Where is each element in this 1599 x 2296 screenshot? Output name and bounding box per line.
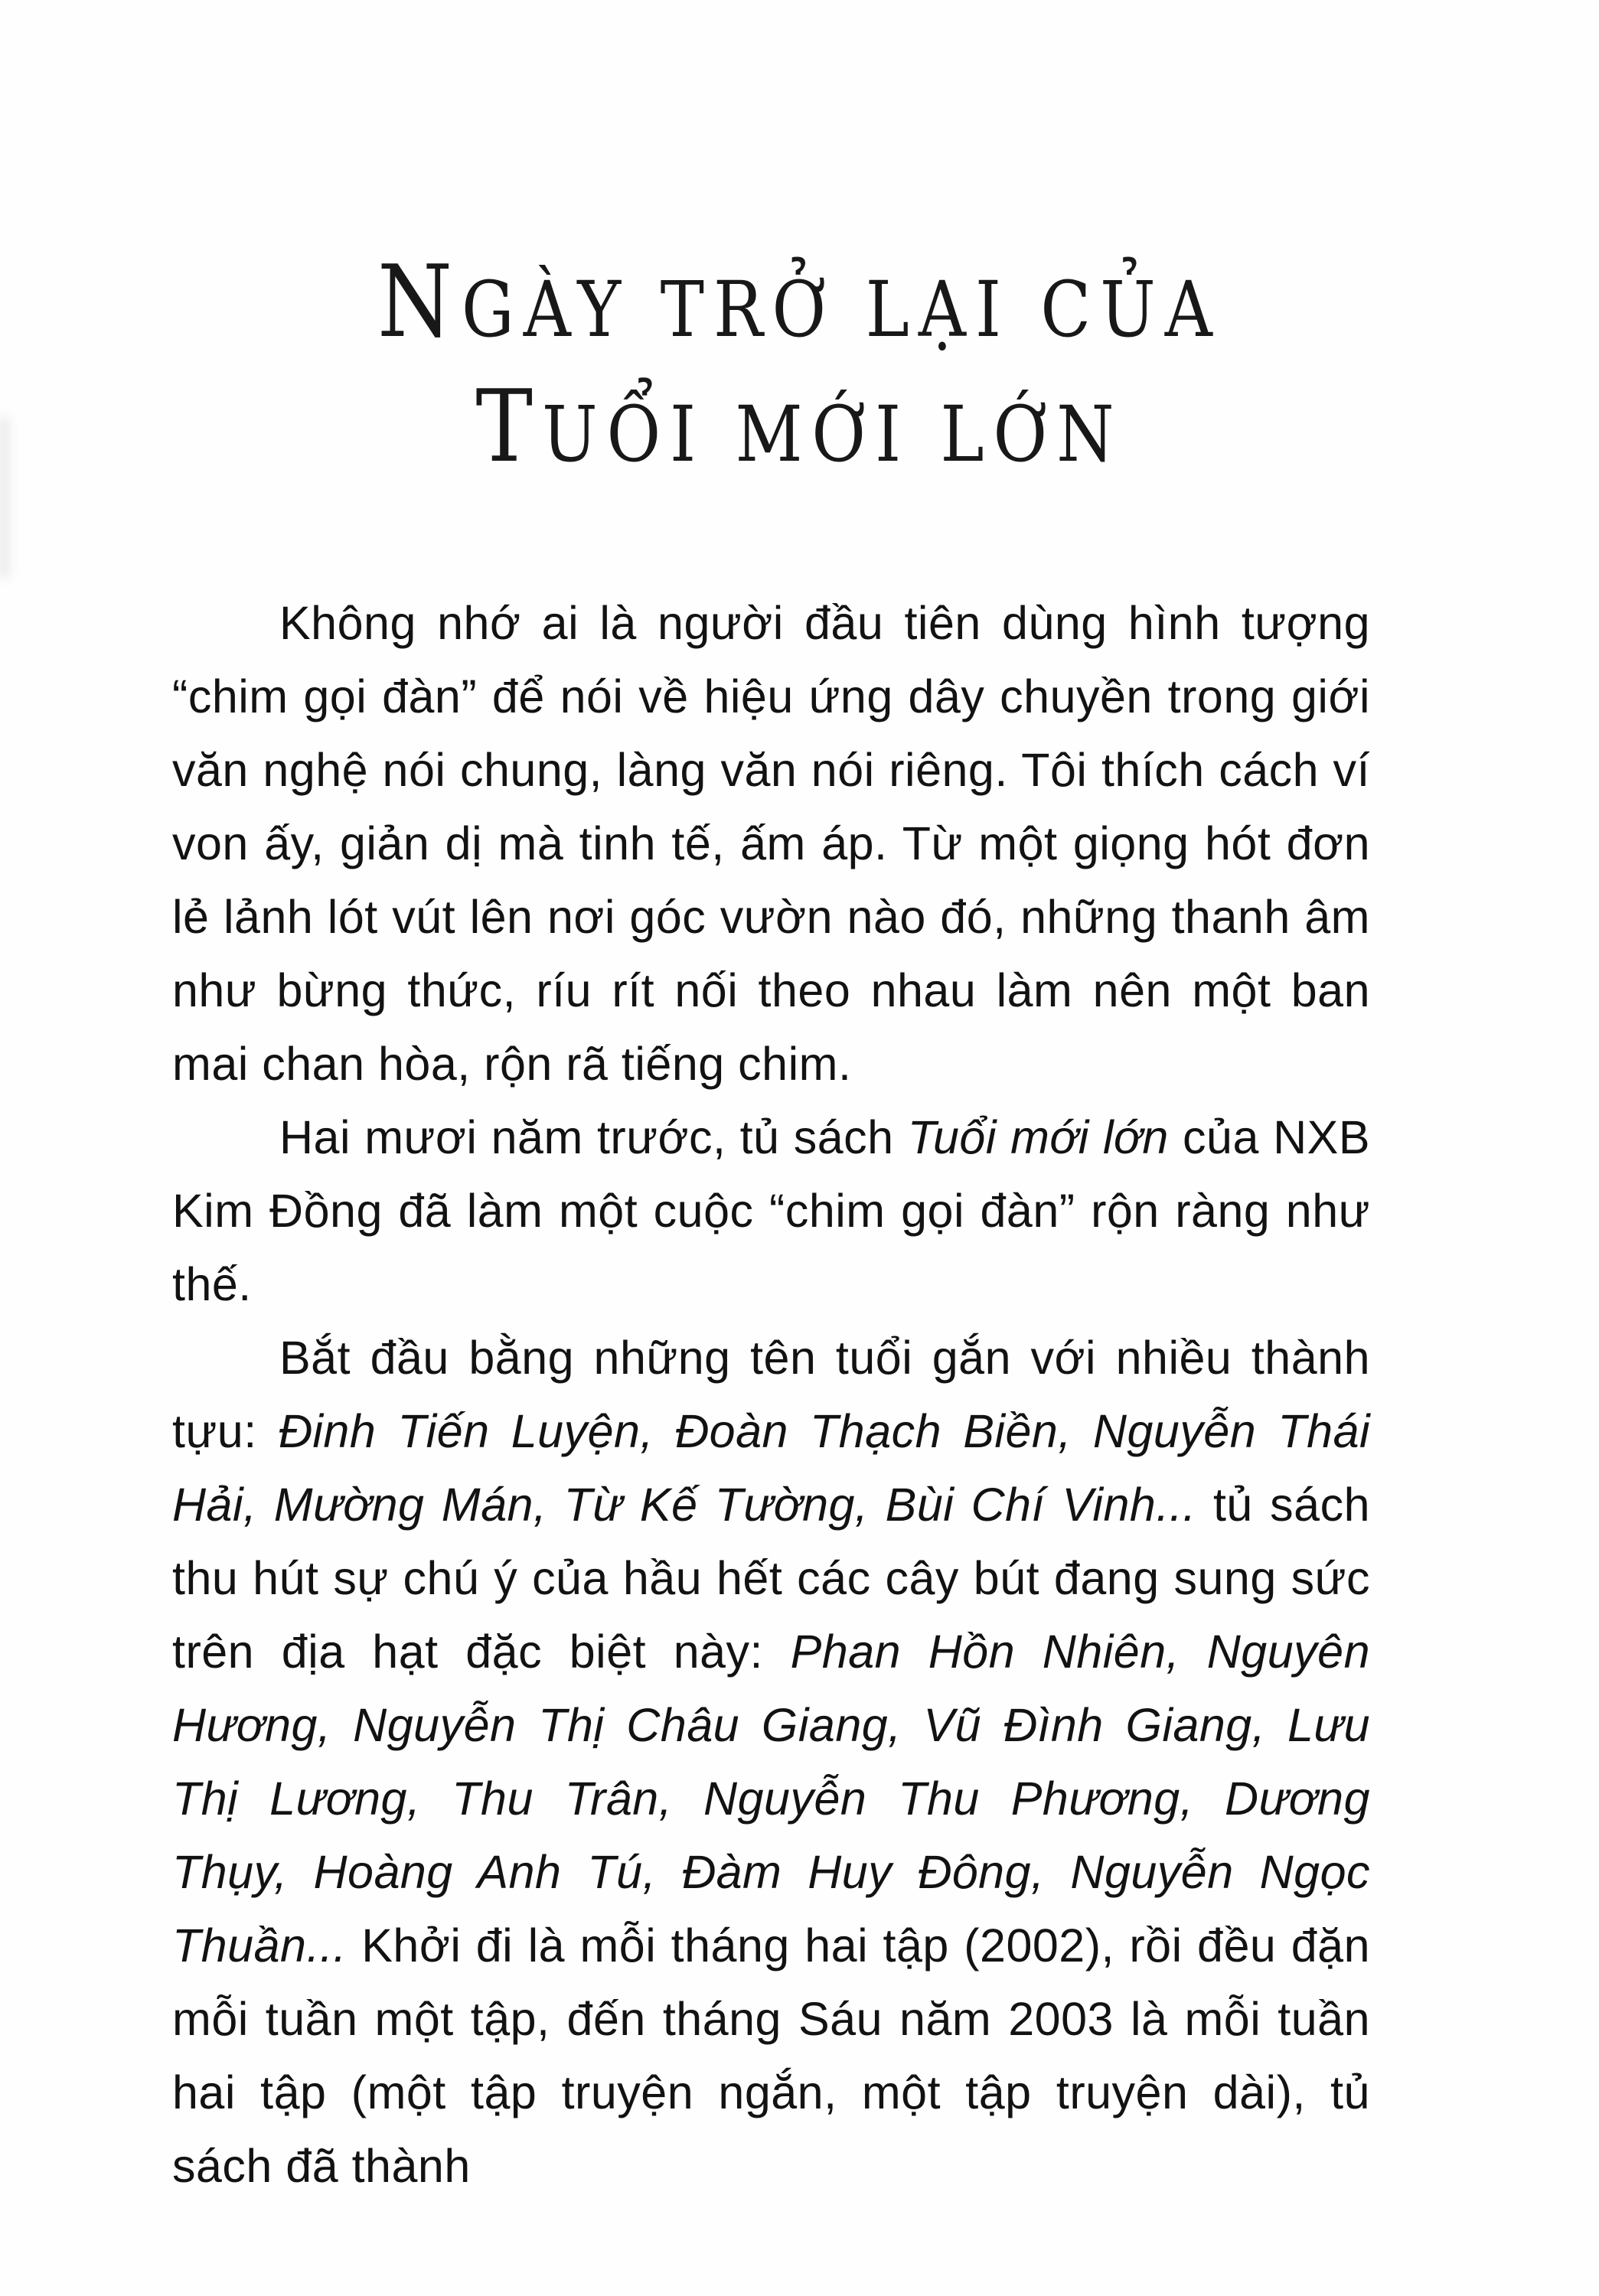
italic-text-run: Phan Hồn Nhiên, Nguyên Hương, Nguyễn Thị Châu Giang, Vũ Đình Giang, Lưu Thị Lương, Thu Trân, Nguyễn Thu Phương, Dương Thụy, Hoàng Anh Tú, Đàm Huy Đông, Nguyễn Ngọc Thuần... bbox=[172, 1626, 1370, 1971]
text-run: Bắt đầu bằng những tên tuổi gắn với nhiều thành tựu: bbox=[172, 1332, 1370, 1457]
paragraph bbox=[172, 1101, 1370, 1321]
chapter-title-line-2: TUỔI MỚI LỚN bbox=[475, 368, 1124, 484]
text-run: Không nhớ ai là người đầu tiên dùng hình tượng “chim gọi đàn” để nói về hiệu ứng dây chuyền trong giới văn nghệ nói chung, làng văn nói riêng. Tôi thích cách ví von ấy, giản dị mà tinh tế, ấm áp. Từ một giọng hót đơn lẻ lảnh lót vút lên nơi góc vườn nào đó, những thanh âm như bừng thức, ríu rít nối theo nhau làm nên một ban mai chan hòa, rộn rã tiếng chim. bbox=[172, 597, 1370, 1090]
italic-text-run: Đinh Tiến Luyện, Đoàn Thạch Biền, Nguyễn Thái Hải, Mường Mán, Từ Kế Tường, Bùi Chí Vinh... bbox=[172, 1405, 1371, 1531]
text-run: Khởi đi là mỗi tháng hai tập (2002), rồi đều đặn mỗi tuần một tập, đến tháng Sáu năm 2003 là mỗi tuần hai tập (một tập truyện ngắn, một tập truyện dài), tủ sách đã thành bbox=[172, 1919, 1370, 2192]
text-run: tủ sách thu hút sự chú ý của hầu hết các cây bút đang sung sức trên địa hạt đặc biệt này: bbox=[172, 1479, 1370, 1678]
body-text bbox=[172, 586, 1370, 2203]
text-run: Hai mươi năm trước, tủ sách bbox=[279, 1111, 908, 1163]
italic-text-run: Tuổi mới lớn bbox=[907, 1111, 1169, 1163]
chapter-title-line-1: NGÀY TRỞ LẠI CỦA bbox=[377, 243, 1222, 360]
text-run: của NXB Kim Đồng đã làm một cuộc “chim gọi đàn” rộn ràng như thế. bbox=[172, 1111, 1370, 1310]
paragraph bbox=[172, 586, 1370, 1101]
chapter-title bbox=[0, 243, 1599, 493]
paragraph bbox=[172, 1321, 1370, 2203]
